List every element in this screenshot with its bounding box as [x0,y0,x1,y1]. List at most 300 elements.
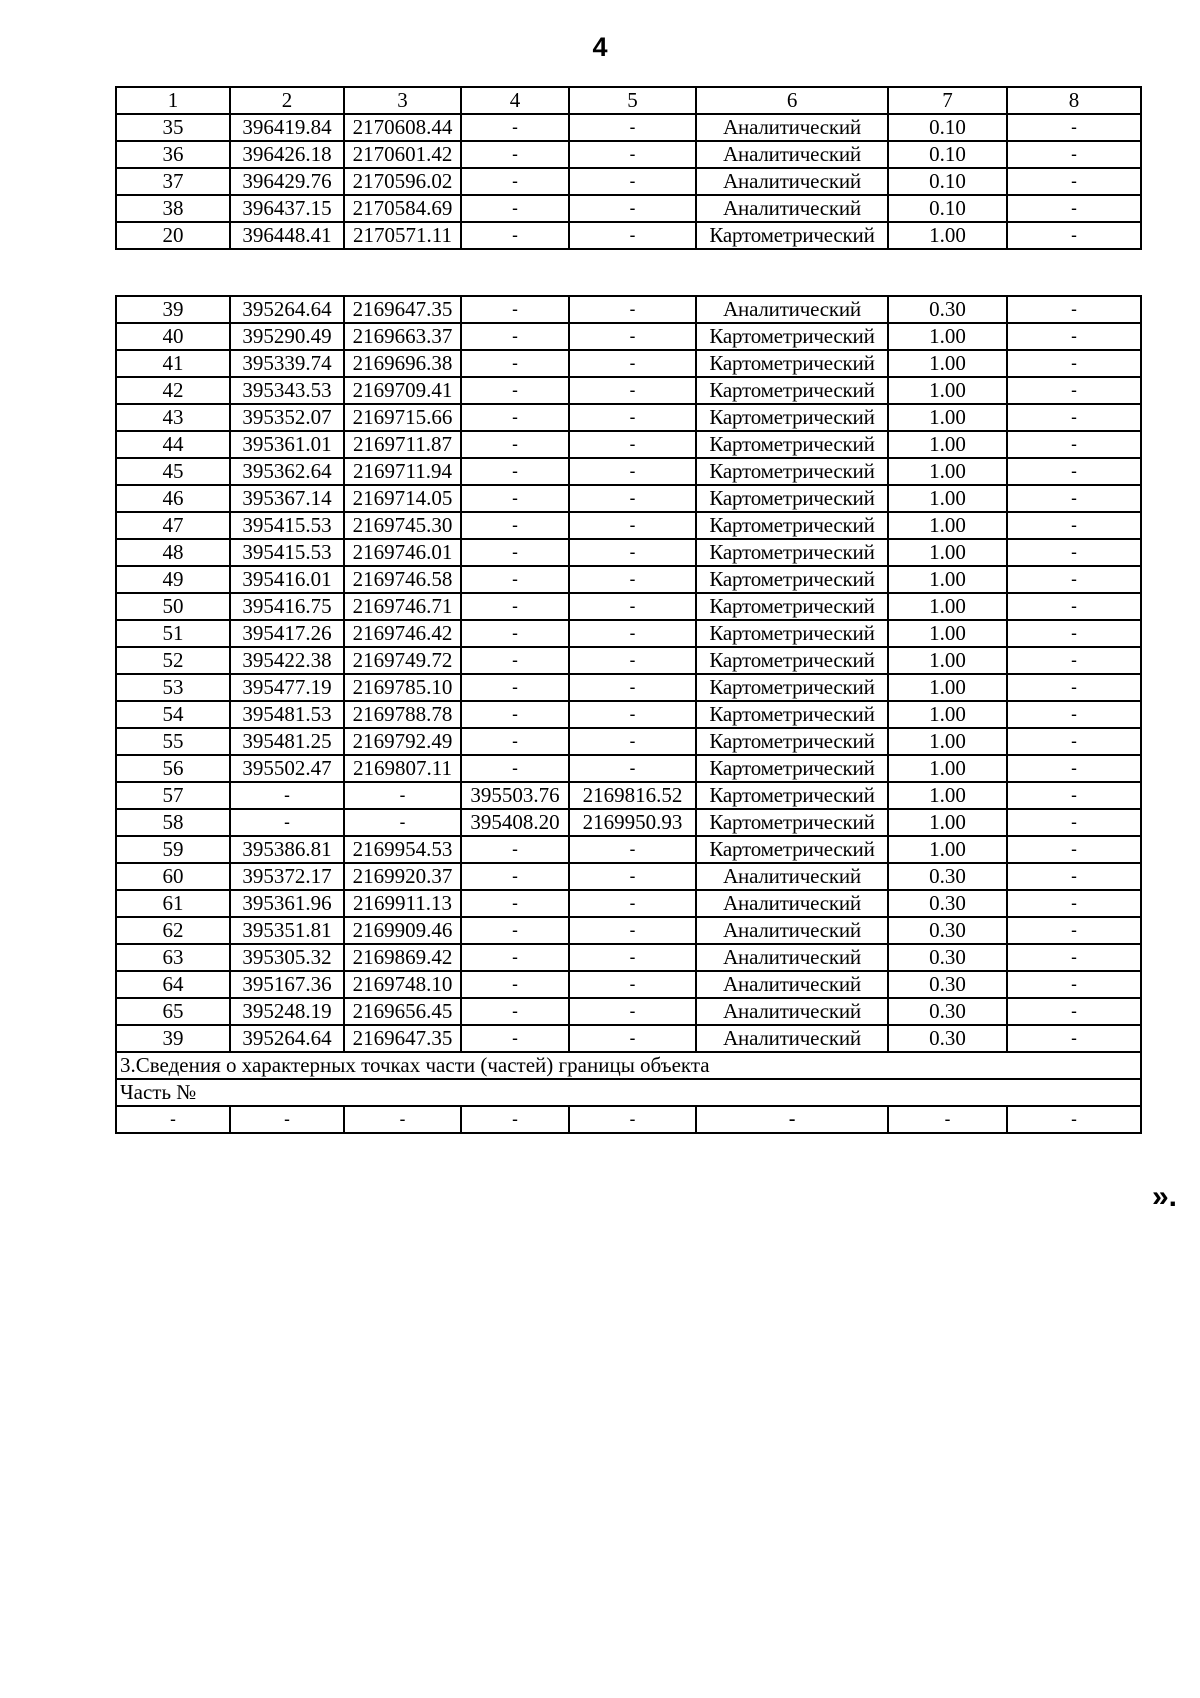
table-cell-col-2: 396426.18 [230,141,344,168]
table-cell-col-6: Картометрический [696,512,888,539]
table-cell-col-7: 0.30 [888,944,1007,971]
table-row [116,566,1141,593]
table-cell-col-1: 40 [116,323,230,350]
table-cell-col-6: Картометрический [696,404,888,431]
table-cell-col-8: - [1007,917,1141,944]
table-row [116,782,1141,809]
table-cell-col-5: - [569,674,696,701]
table-cell-col-2: 395502.47 [230,755,344,782]
table-cell-col-1: 39 [116,296,230,323]
table-cell-col-3: 2170608.44 [344,114,461,141]
table-cell-col-3: 2169920.37 [344,863,461,890]
table-cell-col-5: - [569,620,696,647]
table-cell-col-1: 61 [116,890,230,917]
table-cell-col-5: 5 [569,87,696,114]
table-cell-col-6: Картометрический [696,485,888,512]
table-cell-col-8: - [1007,701,1141,728]
table-cell-col-3: 2169785.10 [344,674,461,701]
table-cell-col-2: 395416.01 [230,566,344,593]
table-cell-col-4: - [461,458,569,485]
section-3-title [116,1052,1141,1079]
table-cell-col-7: - [888,1106,1007,1133]
table-cell-col-5: - [569,890,696,917]
table-cell-col-4: - [461,485,569,512]
table-row [116,222,1141,249]
table-cell-col-7: 1.00 [888,485,1007,512]
table-cell-col-2: 395372.17 [230,863,344,890]
table-cell-col-1: 57 [116,782,230,809]
table-cell-col-1: 37 [116,168,230,195]
table-cell-col-1: 46 [116,485,230,512]
table-cell-col-4: - [461,863,569,890]
table-cell-col-3: 2169788.78 [344,701,461,728]
table-cell-col-1: 51 [116,620,230,647]
table-cell-col-3: 2170584.69 [344,195,461,222]
table-cell-col-8: - [1007,944,1141,971]
table-cell-col-4: - [461,350,569,377]
table-cell-col-3: - [344,782,461,809]
table-cell-col-2: 395415.53 [230,539,344,566]
table-cell-col-6: Аналитический [696,890,888,917]
table-cell-col-1: 63 [116,944,230,971]
table-cell-col-3: 2169647.35 [344,1025,461,1052]
table-cell-col-5: - [569,1025,696,1052]
table-row [116,377,1141,404]
table-cell-col-1: 50 [116,593,230,620]
table-cell-col-3: 2169746.58 [344,566,461,593]
table-cell-col-4: - [461,647,569,674]
table-cell-col-8: - [1007,647,1141,674]
table-cell-col-4: 395408.20 [461,809,569,836]
table-cell-col-4: - [461,141,569,168]
table-cell-col-1: 65 [116,998,230,1025]
table-cell-col-2: 396448.41 [230,222,344,249]
table-cell-col-5: - [569,944,696,971]
table-cell-col-1: 55 [116,728,230,755]
table-cell-col-6: - [696,1106,888,1133]
table-cell-col-5: - [569,377,696,404]
table-cell-col-8: - [1007,512,1141,539]
table-cell-col-1: 64 [116,971,230,998]
table-cell-col-6: Картометрический [696,593,888,620]
table-cell-col-8: - [1007,1025,1141,1052]
table-cell-col-7: 0.30 [888,971,1007,998]
table-cell-col-5: - [569,836,696,863]
table-cell-col-5: - [569,728,696,755]
table-cell-col-3: 2169792.49 [344,728,461,755]
table-cell-col-3: 2169749.72 [344,647,461,674]
table-cell-col-5: - [569,971,696,998]
table-cell-col-5: - [569,539,696,566]
part-number-label-text: Часть № [116,1079,1141,1106]
table-cell-col-2: 395415.53 [230,512,344,539]
table-cell-col-6: Аналитический [696,195,888,222]
coordinates-table-top-body [116,87,1141,249]
table-cell-col-4: - [461,222,569,249]
table-cell-col-6: Аналитический [696,917,888,944]
table-cell-col-1: 44 [116,431,230,458]
table-cell-col-5: - [569,323,696,350]
table-cell-col-1: 58 [116,809,230,836]
table-cell-col-1: 56 [116,755,230,782]
table-row [116,1025,1141,1052]
table-cell-col-7: 7 [888,87,1007,114]
table-cell-col-7: 1.00 [888,404,1007,431]
table-cell-col-6: Картометрический [696,728,888,755]
table-cell-col-8: - [1007,458,1141,485]
table-cell-col-8: - [1007,890,1141,917]
table-cell-col-3: 2170596.02 [344,168,461,195]
table-cell-col-2: 395264.64 [230,296,344,323]
page-number: 4 [592,32,608,62]
table-cell-col-5: - [569,431,696,458]
table-cell-col-1: 39 [116,1025,230,1052]
table-row [116,944,1141,971]
table-cell-col-2: 395477.19 [230,674,344,701]
table-cell-col-6: Аналитический [696,1025,888,1052]
table-cell-col-6: Аналитический [696,114,888,141]
table-cell-col-5: - [569,593,696,620]
table-cell-col-2: 395367.14 [230,485,344,512]
table-cell-col-5: - [569,917,696,944]
table-cell-col-6: Картометрический [696,701,888,728]
table-cell-col-8: - [1007,168,1141,195]
table-cell-col-5: - [569,195,696,222]
table-cell-col-6: Аналитический [696,971,888,998]
table-cell-col-5: 2169950.93 [569,809,696,836]
table-cell-col-2: 395351.81 [230,917,344,944]
table-cell-col-1: 43 [116,404,230,431]
table-cell-col-7: 1.00 [888,512,1007,539]
table-cell-col-7: 1.00 [888,620,1007,647]
table-cell-col-3: 2169647.35 [344,296,461,323]
table-cell-col-8: - [1007,296,1141,323]
table-cell-col-6: Картометрический [696,620,888,647]
table-cell-col-8: - [1007,431,1141,458]
table-cell-col-4: - [461,944,569,971]
table-cell-col-1: 38 [116,195,230,222]
table-cell-col-3: 2169711.87 [344,431,461,458]
table-row [116,917,1141,944]
table-cell-col-3: - [344,1106,461,1133]
table-row [116,168,1141,195]
table-cell-col-4: - [461,296,569,323]
table-row [116,863,1141,890]
table-cell-col-2: 395343.53 [230,377,344,404]
table-cell-col-8: - [1007,674,1141,701]
table-cell-col-5: - [569,458,696,485]
table-cell-col-7: 1.00 [888,323,1007,350]
table-cell-col-4: - [461,674,569,701]
table-cell-col-7: 0.10 [888,141,1007,168]
table-cell-col-6: Картометрический [696,458,888,485]
table-cell-col-4: - [461,195,569,222]
table-cell-col-8: - [1007,323,1141,350]
table-row [116,512,1141,539]
table-cell-col-4: - [461,971,569,998]
table-cell-col-3: 2170571.11 [344,222,461,249]
part-number-label [116,1079,1141,1106]
table-cell-col-3: 2169745.30 [344,512,461,539]
table-row [116,485,1141,512]
table-cell-col-2: - [230,1106,344,1133]
table-cell-col-8: - [1007,809,1141,836]
table-cell-col-7: 1.00 [888,674,1007,701]
table-cell-col-6: Аналитический [696,141,888,168]
table-cell-col-4: - [461,539,569,566]
table-cell-col-8: - [1007,539,1141,566]
table-cell-col-6: 6 [696,87,888,114]
table-cell-col-2: 395167.36 [230,971,344,998]
table-cell-col-6: Картометрический [696,836,888,863]
table-cell-col-6: Картометрический [696,674,888,701]
table-cell-col-5: - [569,114,696,141]
table-cell-col-1: 45 [116,458,230,485]
table-cell-col-2: 395417.26 [230,620,344,647]
table-row [116,195,1141,222]
table-cell-col-8: - [1007,863,1141,890]
table-cell-col-4: - [461,1025,569,1052]
table-row [116,323,1141,350]
table-row [116,890,1141,917]
table-cell-col-7: 0.30 [888,998,1007,1025]
table-cell-col-7: 1.00 [888,809,1007,836]
table-cell-col-2: - [230,782,344,809]
table-cell-col-7: 1.00 [888,647,1007,674]
table-row [116,404,1141,431]
table-cell-col-2: 396429.76 [230,168,344,195]
table-cell-col-2: 396419.84 [230,114,344,141]
table-row [116,593,1141,620]
table-row [116,809,1141,836]
table-cell-col-7: 1.00 [888,701,1007,728]
table-cell-col-4: - [461,620,569,647]
table-cell-col-3: 2169746.42 [344,620,461,647]
table-cell-col-3: 2169715.66 [344,404,461,431]
table-cell-col-5: - [569,512,696,539]
table-cell-col-1: 62 [116,917,230,944]
table-cell-col-1: 49 [116,566,230,593]
table-cell-col-6: Картометрический [696,222,888,249]
table-cell-col-4: - [461,1106,569,1133]
table-cell-col-2: 395361.01 [230,431,344,458]
table-cell-col-2: 395352.07 [230,404,344,431]
table-cell-col-4: - [461,728,569,755]
table-cell-col-1: 1 [116,87,230,114]
table-row [116,701,1141,728]
table-cell-col-5: - [569,701,696,728]
closing-quote-mark: ». [1152,1180,1178,1213]
table-cell-col-6: Картометрический [696,323,888,350]
table-cell-col-1: 36 [116,141,230,168]
table-cell-col-3: - [344,809,461,836]
table-cell-col-3: 2169909.46 [344,917,461,944]
table-cell-col-7: 1.00 [888,755,1007,782]
table-cell-col-7: 0.30 [888,1025,1007,1052]
table-cell-col-8: - [1007,377,1141,404]
table-cell-col-7: 0.10 [888,114,1007,141]
table-cell-col-8: - [1007,1106,1141,1133]
table-cell-col-5: - [569,647,696,674]
table-cell-col-7: 0.10 [888,195,1007,222]
table-cell-col-7: 1.00 [888,836,1007,863]
table-row [116,620,1141,647]
table-cell-col-8: - [1007,755,1141,782]
table-cell-col-4: - [461,998,569,1025]
table-cell-col-3: 2169656.45 [344,998,461,1025]
table-cell-col-3: 2169911.13 [344,890,461,917]
table-cell-col-5: - [569,566,696,593]
table-cell-col-6: Аналитический [696,863,888,890]
table-cell-col-5: 2169816.52 [569,782,696,809]
table-row [116,539,1141,566]
table-cell-col-8: - [1007,485,1141,512]
table-cell-col-1: 52 [116,647,230,674]
table-cell-col-3: 2169711.94 [344,458,461,485]
table-cell-col-8: - [1007,141,1141,168]
table-cell-col-6: Аналитический [696,998,888,1025]
section-3-title-text: 3.Сведения о характерных точках части (частей) границы объекта [116,1052,1141,1079]
table-cell-col-7: 1.00 [888,222,1007,249]
table-cell-col-6: Картометрический [696,782,888,809]
table-cell-col-2: 395290.49 [230,323,344,350]
table-cell-col-3: 2169954.53 [344,836,461,863]
table-cell-col-8: 8 [1007,87,1141,114]
table-cell-col-2: 395416.75 [230,593,344,620]
table-cell-col-7: 0.30 [888,890,1007,917]
table-cell-col-6: Картометрический [696,647,888,674]
table-cell-col-6: Картометрический [696,566,888,593]
table-cell-col-4: - [461,377,569,404]
table-cell-col-3: 2169807.11 [344,755,461,782]
table-row [116,998,1141,1025]
table-cell-col-3: 2169663.37 [344,323,461,350]
table-cell-col-4: 4 [461,87,569,114]
table-cell-col-1: 53 [116,674,230,701]
table-cell-col-8: - [1007,114,1141,141]
table-cell-col-4: - [461,890,569,917]
table-cell-col-7: 1.00 [888,539,1007,566]
table-cell-col-6: Аналитический [696,944,888,971]
table-cell-col-8: - [1007,566,1141,593]
table-row [116,350,1141,377]
table-cell-col-8: - [1007,222,1141,249]
table-cell-col-4: - [461,566,569,593]
table-row [116,431,1141,458]
table-row [116,728,1141,755]
table-row [116,836,1141,863]
table-cell-col-8: - [1007,836,1141,863]
table-cell-col-4: - [461,168,569,195]
table-cell-col-4: - [461,593,569,620]
table-cell-col-3: 2169746.71 [344,593,461,620]
table-row [116,458,1141,485]
table-cell-col-5: - [569,141,696,168]
table-cell-col-4: - [461,404,569,431]
table-cell-col-7: 1.00 [888,782,1007,809]
table-row [116,141,1141,168]
table-cell-col-7: 0.30 [888,863,1007,890]
table-cell-col-5: - [569,755,696,782]
table-cell-col-4: 395503.76 [461,782,569,809]
table-row [116,296,1141,323]
table-cell-col-6: Картометрический [696,350,888,377]
table-cell-col-6: Картометрический [696,755,888,782]
table-cell-col-2: 395361.96 [230,890,344,917]
table-cell-col-7: 0.30 [888,296,1007,323]
table-cell-col-2: 395386.81 [230,836,344,863]
table-cell-col-2: 396437.15 [230,195,344,222]
table-cell-col-5: - [569,222,696,249]
table-cell-col-4: - [461,701,569,728]
table-cell-col-2: 395481.53 [230,701,344,728]
table-cell-col-3: 2169714.05 [344,485,461,512]
table-cell-col-8: - [1007,620,1141,647]
table-cell-col-1: 59 [116,836,230,863]
table-cell-col-8: - [1007,404,1141,431]
table-cell-col-2: 395339.74 [230,350,344,377]
table-cell-col-8: - [1007,195,1141,222]
table-cell-col-5: - [569,168,696,195]
table-cell-col-5: - [569,1106,696,1133]
table-cell-col-1: 35 [116,114,230,141]
table-cell-col-5: - [569,863,696,890]
table-cell-col-4: - [461,431,569,458]
table-cell-col-5: - [569,485,696,512]
table-cell-col-1: 48 [116,539,230,566]
table-cell-col-7: 1.00 [888,566,1007,593]
table-cell-col-6: Аналитический [696,168,888,195]
table-cell-col-4: - [461,323,569,350]
table-cell-col-6: Картометрический [696,431,888,458]
table-cell-col-1: 42 [116,377,230,404]
table-header-row [116,87,1141,114]
table-cell-col-5: - [569,296,696,323]
table-cell-col-3: 2169709.41 [344,377,461,404]
coordinates-table-main-body [116,296,1141,1133]
table-cell-col-7: 1.00 [888,350,1007,377]
table-cell-col-4: - [461,114,569,141]
table-cell-col-6: Картометрический [696,539,888,566]
table-cell-col-6: Картометрический [696,377,888,404]
table-cell-col-2: 395264.64 [230,1025,344,1052]
table-cell-col-7: 1.00 [888,458,1007,485]
table-cell-col-3: 3 [344,87,461,114]
table-cell-col-1: 54 [116,701,230,728]
table-cell-col-8: - [1007,971,1141,998]
table-cell-col-4: - [461,917,569,944]
table-cell-col-7: 1.00 [888,728,1007,755]
table-cell-col-8: - [1007,782,1141,809]
table-cell-col-8: - [1007,728,1141,755]
coordinates-table-main [115,295,1142,1134]
table-cell-col-2: 2 [230,87,344,114]
table-cell-col-4: - [461,755,569,782]
table-cell-col-3: 2169869.42 [344,944,461,971]
table-cell-col-4: - [461,512,569,539]
table-cell-col-2: 395362.64 [230,458,344,485]
table-row [116,647,1141,674]
table-row [116,674,1141,701]
table-cell-col-7: 0.10 [888,168,1007,195]
table-cell-col-1: 60 [116,863,230,890]
table-row [116,971,1141,998]
table-cell-col-2: 395248.19 [230,998,344,1025]
table-cell-col-6: Картометрический [696,809,888,836]
table-cell-col-1: - [116,1106,230,1133]
table-cell-col-6: Аналитический [696,296,888,323]
table-cell-col-1: 47 [116,512,230,539]
